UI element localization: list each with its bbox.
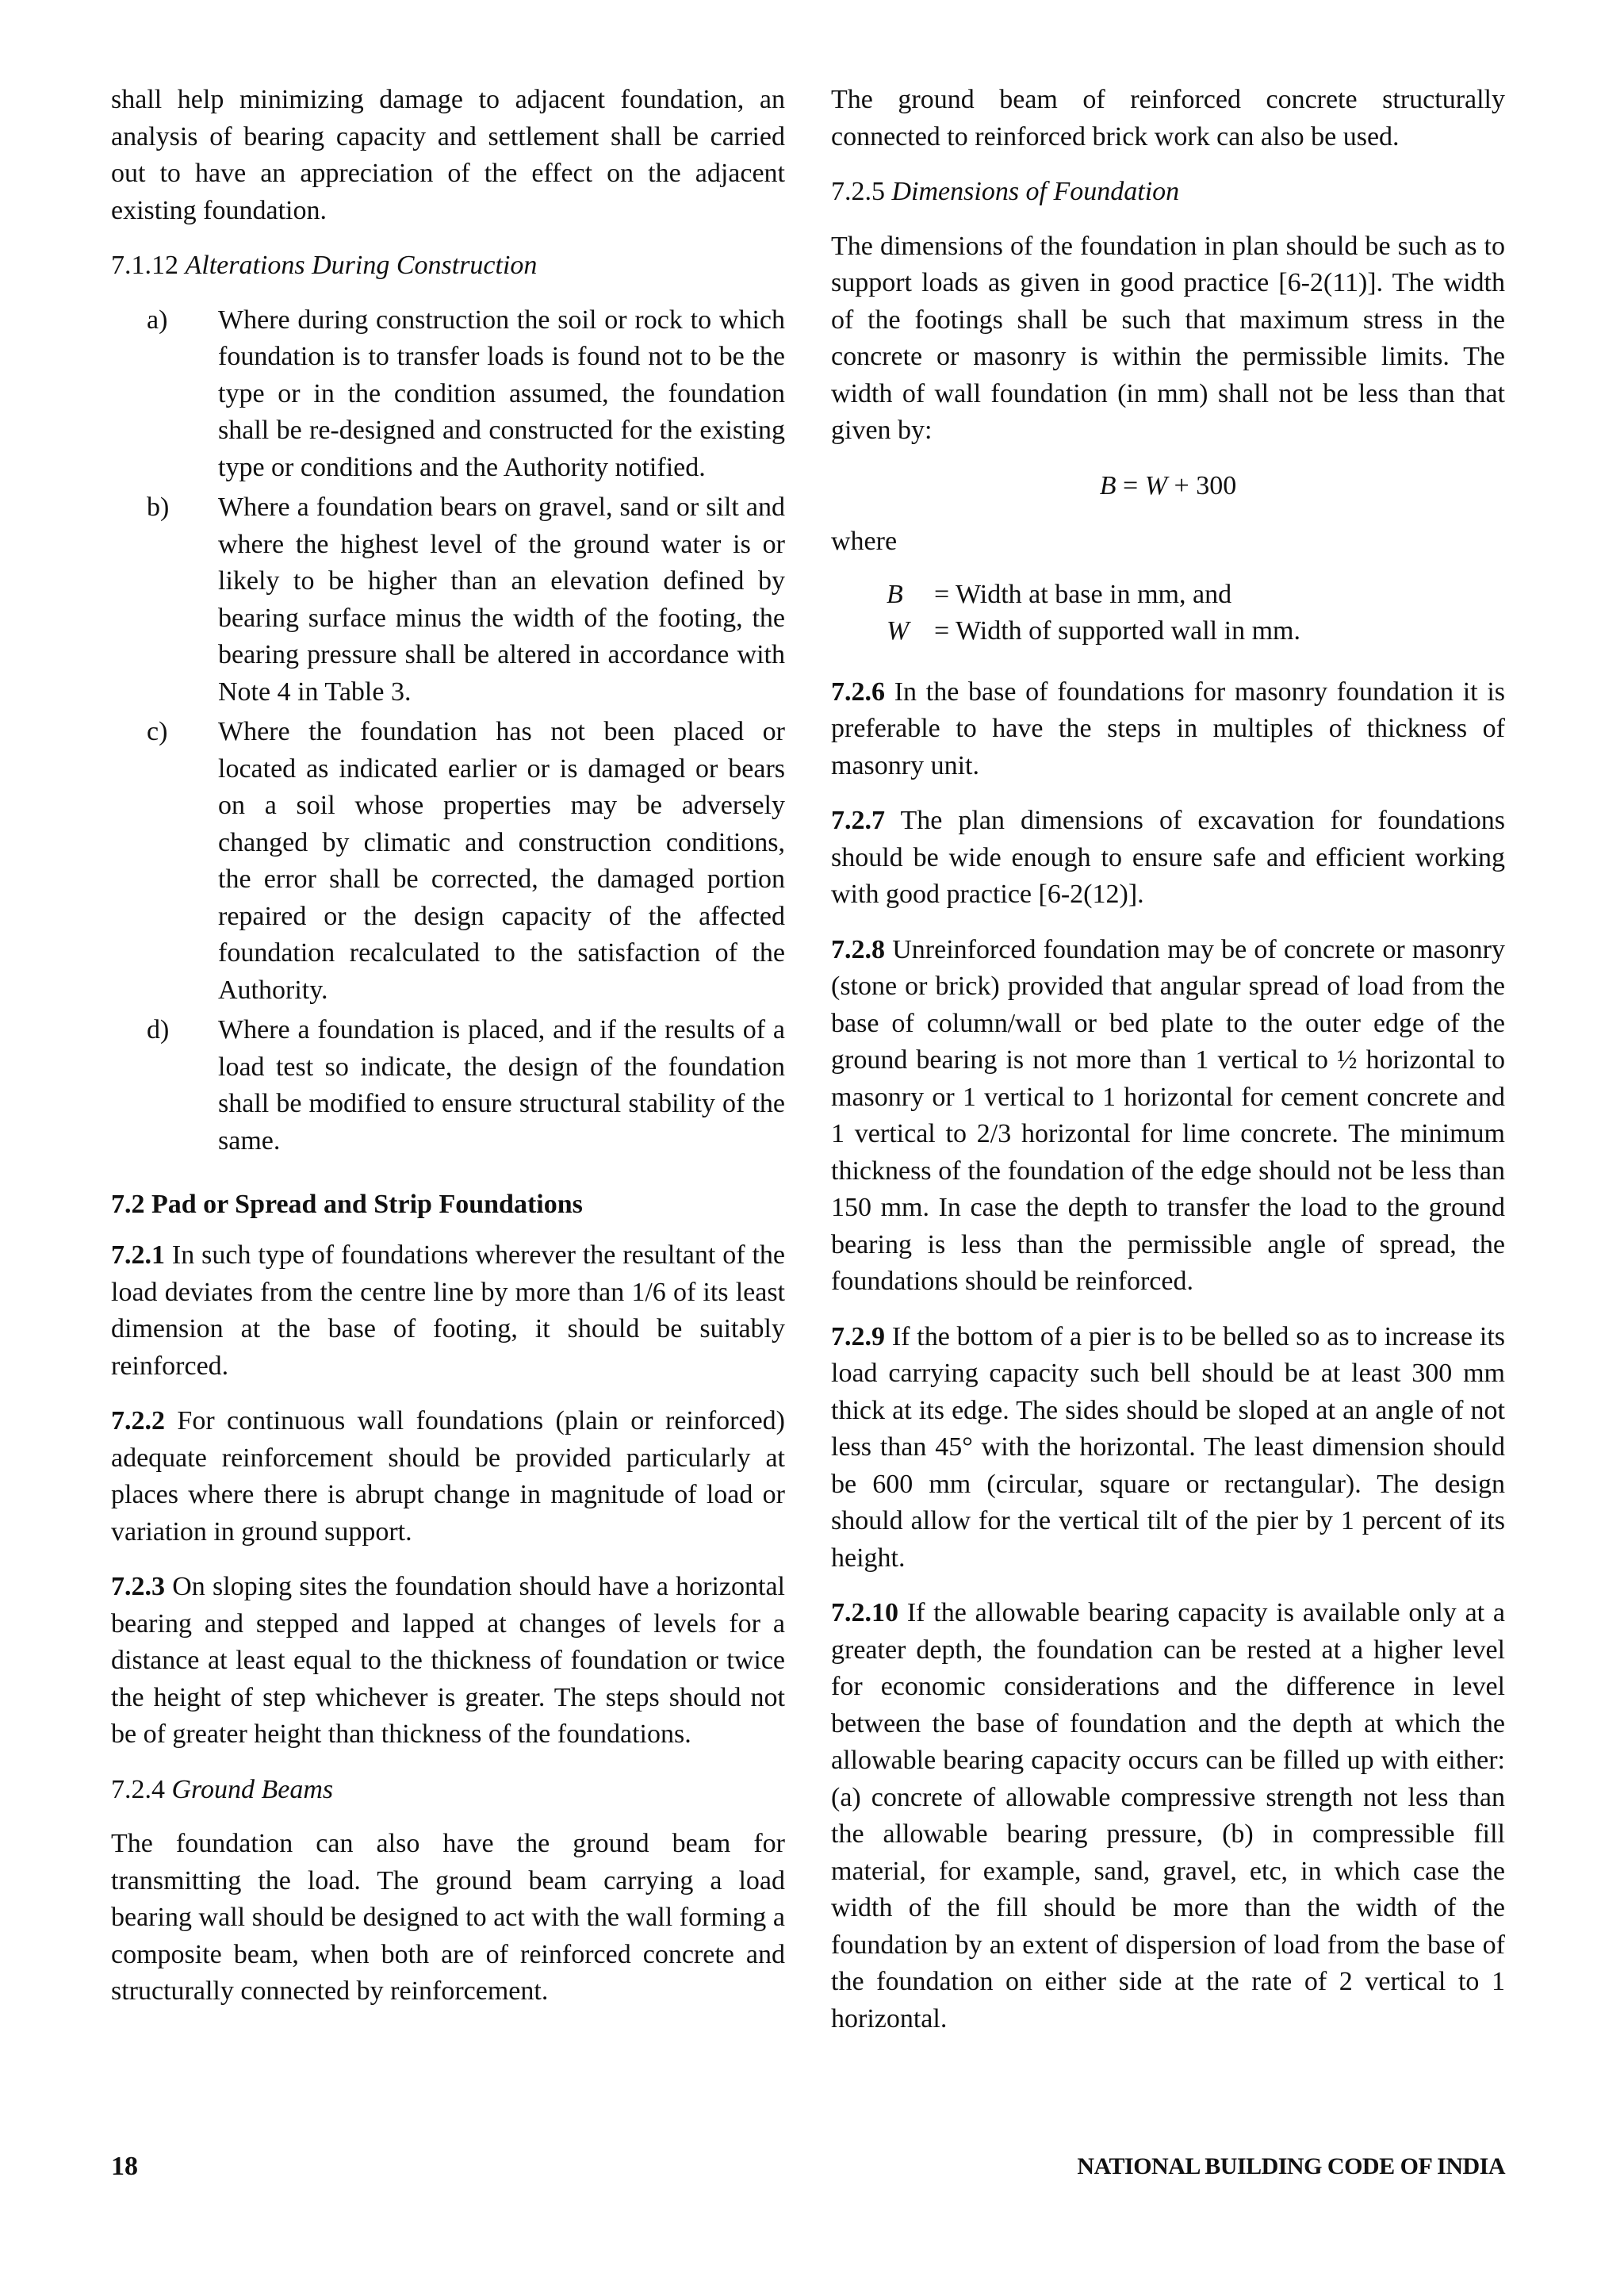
definition-b [887, 577, 1505, 614]
list-marker: c) [147, 717, 168, 746]
section-7-2-8 [831, 932, 1505, 1301]
formula-definitions [887, 577, 1505, 650]
section-number: 7.2.7 [831, 806, 885, 835]
section-7-2-5-text: The dimensions of the foundation in plan should be such as to support loads as given in good practice [6-2(11)]. The width of the footings shall be such that maximum stress in the concrete or masonry is within the permissible limits. The width of wall foundation (in mm) shall not be less than that given by: [831, 231, 1505, 445]
section-number: 7.2.10 [831, 1598, 898, 1627]
list-item-text: Where during construction the soil or rock to which foundation is to transfer loads is found not to be the type or in the condition assumed, the foundation shall be re-designed and constructed for the existing type or conditions and the Authority notified. [218, 305, 785, 482]
list-item-c [111, 714, 785, 1009]
section-7-1-12-heading [111, 247, 785, 285]
paragraph-continuation: shall help minimizing damage to adjacent foundation, an analysis of bearing capacity and settlement shall be carried out to have an appreciation of the effect on the adjacent existing foundation. [111, 85, 785, 225]
formula-rhs-var: W [1144, 470, 1168, 500]
section-7-2-5-heading [831, 174, 1505, 211]
list-marker: a) [147, 305, 168, 335]
section-7-2-3 [111, 1569, 785, 1754]
definition-text: = Width of supported wall in mm. [934, 616, 1300, 646]
section-text: In such type of foundations wherever the resultant of the load deviates from the centre line by more than 1/6 of its least dimension at the base of footing, it should be suitably reinforced. [111, 1240, 786, 1381]
section-number: 7.2.9 [831, 1321, 885, 1351]
list-item-text: Where a foundation bears on gravel, sand or silt and where the highest level of the ground water is or likely to be higher than an elevation defined by bearing surface minus the width of the footing, the bearing pressure shall be altered in accordance with Note 4 in Table 3. [218, 493, 785, 707]
section-7-2-9 [831, 1319, 1505, 1577]
definition-w [887, 613, 1505, 650]
section-7-2-4-heading [111, 1772, 785, 1809]
section-7-2-1 [111, 1237, 785, 1385]
list-marker: d) [147, 1015, 170, 1045]
section-number: 7.2.8 [831, 934, 885, 964]
left-column [111, 82, 785, 2029]
section-7-2-heading: 7.2 Pad or Spread and Strip Foundations [111, 1190, 583, 1219]
list-item-text: Where the foundation has not been placed or located as indicated earlier or is damaged or bears on a soil whose properties may be adversely changed by climatic and construction conditions, the error shall be corrected, the damaged portion repaired or the design capacity of the affected foundation recalculated to the satisfaction of the Authority. [218, 717, 785, 1005]
section-number: 7.2.6 [831, 677, 885, 707]
section-title: Ground Beams [171, 1774, 334, 1804]
right-column [831, 82, 1505, 2056]
formula-lhs: B [1099, 470, 1116, 500]
section-7-2-7 [831, 803, 1505, 914]
list-item-d [111, 1012, 785, 1159]
section-number: 7.2.4 [111, 1774, 165, 1804]
alterations-list [111, 302, 785, 1160]
section-7-2-2 [111, 1403, 785, 1550]
section-title: Dimensions of Foundation [891, 177, 1180, 206]
formula-equals: = [1123, 470, 1139, 500]
list-item-b [111, 489, 785, 711]
section-text: If the allowable bearing capacity is available only at a greater depth, the foundation can be rested at a higher level for economic considerations and the difference in level between the base of foundation and the depth at which the allowable bearing capacity occurs can be filled up with either: (a) concrete of allowable compressive strength not less than the allowable bearing pressure, (b) in compressible fill material, for example, sand, gravel, etc, in which case the width of the fill should be more than the width of the foundation by an extent of dispersion of load from the base of the foundation on either side at the rate of 2 vertical to 1 horizontal. [831, 1598, 1506, 2033]
section-number: 7.1.12 [111, 251, 178, 280]
section-title: Alterations During Construction [185, 251, 538, 280]
section-text: If the bottom of a pier is to be belled so as to increase its load carrying capacity such bell should be at least 300 mm thick at its edge. The sides should be sloped at an angle of not less than 45° with the horizontal. The least dimension should be 600 mm (circular, square or rectangular). The design should allow for the vertical tilt of the pier by 1 percent of its height. [831, 1321, 1505, 1573]
where-label: where [831, 527, 898, 556]
section-text: For continuous wall foundations (plain or reinforced) adequate reinforcement should be provided particularly at places where there is abrupt change in magnitude of load or variation in ground support. [111, 1406, 785, 1547]
definition-text: = Width at base in mm, and [934, 579, 1232, 609]
footer-title: NATIONAL BUILDING CODE OF INDIA [1077, 2153, 1505, 2179]
width-formula [831, 468, 1505, 505]
section-text: The plan dimensions of excavation for foundations should be wide enough to ensure safe and efficient working with good practice [6-2(12)]. [831, 806, 1505, 909]
list-marker: b) [147, 493, 170, 522]
section-number: 7.2.1 [111, 1240, 165, 1270]
section-7-2-6 [831, 674, 1505, 785]
formula-rhs-rest: + 300 [1174, 470, 1237, 500]
section-text: In the base of foundations for masonry foundation it is preferable to have the steps in multiples of thickness of masonry unit. [831, 677, 1506, 780]
list-item-text: Where a foundation is placed, and if the results of a load test so indicate, the design of the foundation shall be modified to ensure structural stability of the same. [218, 1015, 785, 1156]
page-number: 18 [111, 2152, 138, 2181]
section-text: On sloping sites the foundation should have a horizontal bearing and stepped and lapped at changes of levels for a distance at least equal to the thickness of foundation or twice the height of step whichever is greater. The steps should not be of greater height than thickness of the foundations. [111, 1572, 785, 1749]
section-7-2-10 [831, 1595, 1505, 2037]
section-number: 7.2.3 [111, 1572, 165, 1601]
paragraph-ground-beam-cont: The ground beam of reinforced concrete structurally connected to reinforced brick work can also be used. [831, 85, 1505, 151]
section-number: 7.2.2 [111, 1406, 165, 1435]
definition-symbol: W [887, 616, 910, 646]
definition-symbol: B [887, 579, 903, 609]
section-text: Unreinforced foundation may be of concrete or masonry (stone or brick) provided that angular spread of load from the base of column/wall or bed plate to the outer edge of the ground bearing is not more than 1 vertical to ½ horizontal to masonry or 1 vertical to 1 horizontal for cement concrete and 1 vertical to 2/3 horizontal for lime concrete. The minimum thickness of the foundation of the edge should not be less than 150 mm. In case the depth to transfer the load to the ground bearing is less than the permissible angle of spread, the foundations should be reinforced. [831, 934, 1505, 1296]
section-number: 7.2.5 [831, 177, 885, 206]
section-7-2-4-text: The foundation can also have the ground beam for transmitting the load. The ground beam carrying a load bearing wall should be designed to act with the wall forming a composite beam, when both are of reinforced concrete and structurally connected by reinforcement. [111, 1829, 785, 2006]
list-item-a [111, 302, 785, 487]
